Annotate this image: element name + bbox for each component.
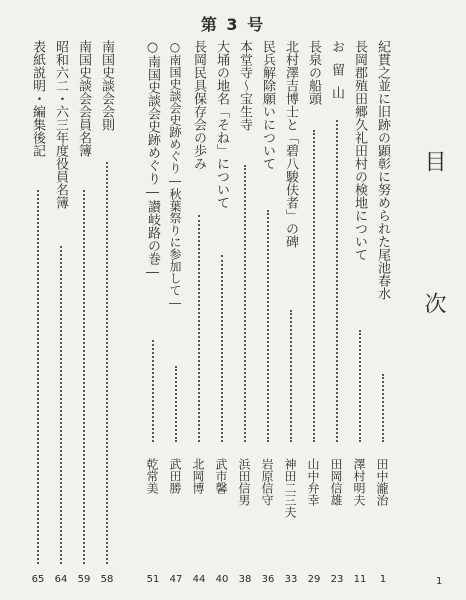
toc-entry	[144, 40, 162, 585]
dot-leader	[152, 340, 154, 442]
toc-entry-title: 表紙説明・編集後記	[30, 40, 45, 157]
toc-entry-title: 長岡民具保存会の歩み	[191, 40, 206, 170]
dot-leader	[106, 162, 108, 564]
toc-entry-page: 1	[379, 574, 387, 585]
dot-leader	[175, 366, 177, 442]
toc-entry-title: 大埇の地名「そね」について	[214, 40, 229, 209]
toc-entry-title: 紀貫之並に旧跡の顕彰に努められた尾池春水	[375, 40, 390, 300]
toc-entry-title: 北村澤吉博士と「碧八駿伕者」の碑	[283, 40, 298, 248]
toc-entry	[190, 40, 208, 585]
toc-entry	[305, 40, 323, 585]
toc-entry	[351, 40, 369, 585]
toc-entry-page: 40	[215, 574, 229, 585]
toc-entry-author: 武市馨	[214, 458, 228, 494]
toc-entry-page: 38	[238, 574, 252, 585]
toc-entry-page: 11	[353, 574, 367, 585]
toc-entry-author: 武田勝	[168, 458, 182, 494]
toc-entry-page: 51	[146, 574, 160, 585]
dot-leader	[336, 120, 338, 442]
toc-entry-author: 田中瀧治	[375, 458, 389, 506]
toc-entry-page: 65	[31, 574, 45, 585]
toc-entry-author: 神田二三夫	[283, 458, 297, 518]
toc-entry	[282, 40, 300, 585]
toc-entry	[236, 40, 254, 585]
toc-entry-page: 36	[261, 574, 275, 585]
toc-entry-page: 47	[169, 574, 183, 585]
toc-entry-title: 南国史談会会員名簿	[76, 40, 91, 157]
issue-number: 第 3 号	[200, 15, 266, 34]
dot-leader	[221, 255, 223, 442]
dot-leader	[37, 190, 39, 564]
toc-entry-page: 29	[307, 574, 321, 585]
heading-char-1: 目	[421, 150, 446, 172]
toc-entry	[213, 40, 231, 585]
toc-entry-title: 民兵解除願いについて	[260, 40, 275, 170]
toc-entry-page: 59	[77, 574, 91, 585]
toc-entry-author: 乾常美	[145, 458, 159, 494]
page-marker: 1	[436, 576, 443, 587]
toc-entry	[328, 40, 346, 585]
toc-entry	[259, 40, 277, 585]
toc-entry-title: 南国史談会会則	[99, 40, 114, 131]
toc-entry-title: ○南国史談会史跡めぐり―讃岐路の巻―	[145, 40, 160, 280]
toc-entry	[374, 40, 392, 585]
toc-entry-author: 岩原信守	[260, 458, 274, 506]
toc-entry	[29, 40, 47, 585]
dot-leader	[198, 215, 200, 442]
toc-entry-page: 33	[284, 574, 298, 585]
toc-entry	[98, 40, 116, 585]
toc-entry-page: 23	[330, 574, 344, 585]
dot-leader	[244, 165, 246, 442]
toc-entry	[52, 40, 70, 585]
dot-leader	[359, 330, 361, 442]
dot-leader	[313, 130, 315, 442]
toc-entry-author: 浜田信男	[237, 458, 251, 506]
toc-entry-author: 北岡博	[191, 458, 205, 494]
dot-leader	[267, 210, 269, 442]
toc-entry-page: 64	[54, 574, 68, 585]
toc-entry-page: 58	[100, 574, 114, 585]
toc-entry	[75, 40, 93, 585]
toc-entry	[167, 40, 185, 585]
toc-entry-title: 長泉の船頭	[306, 40, 321, 105]
dot-leader	[290, 310, 292, 442]
dot-leader	[60, 246, 62, 564]
heading-char-2: 次	[421, 292, 446, 314]
toc-entry-page: 44	[192, 574, 206, 585]
toc-entry-author: 澤村明夫	[352, 458, 366, 506]
toc-entry-author: 山中弁幸	[306, 458, 320, 506]
toc-entry-title: お留山	[329, 40, 344, 109]
dot-leader	[83, 190, 85, 564]
toc-entry-author: 田岡信雄	[329, 458, 343, 506]
dot-leader	[382, 374, 384, 442]
toc-entry-title: 長岡郡殖田郷久礼田村の検地について	[352, 40, 367, 261]
toc-entry-title: 本堂寺〜宝生寺	[237, 40, 252, 131]
toc-entry-title: ○南国史談会史跡めぐり―秋葉祭りに参加して―	[168, 40, 182, 310]
toc-entry-title: 昭和六二・六三年度役員名簿	[53, 40, 68, 209]
